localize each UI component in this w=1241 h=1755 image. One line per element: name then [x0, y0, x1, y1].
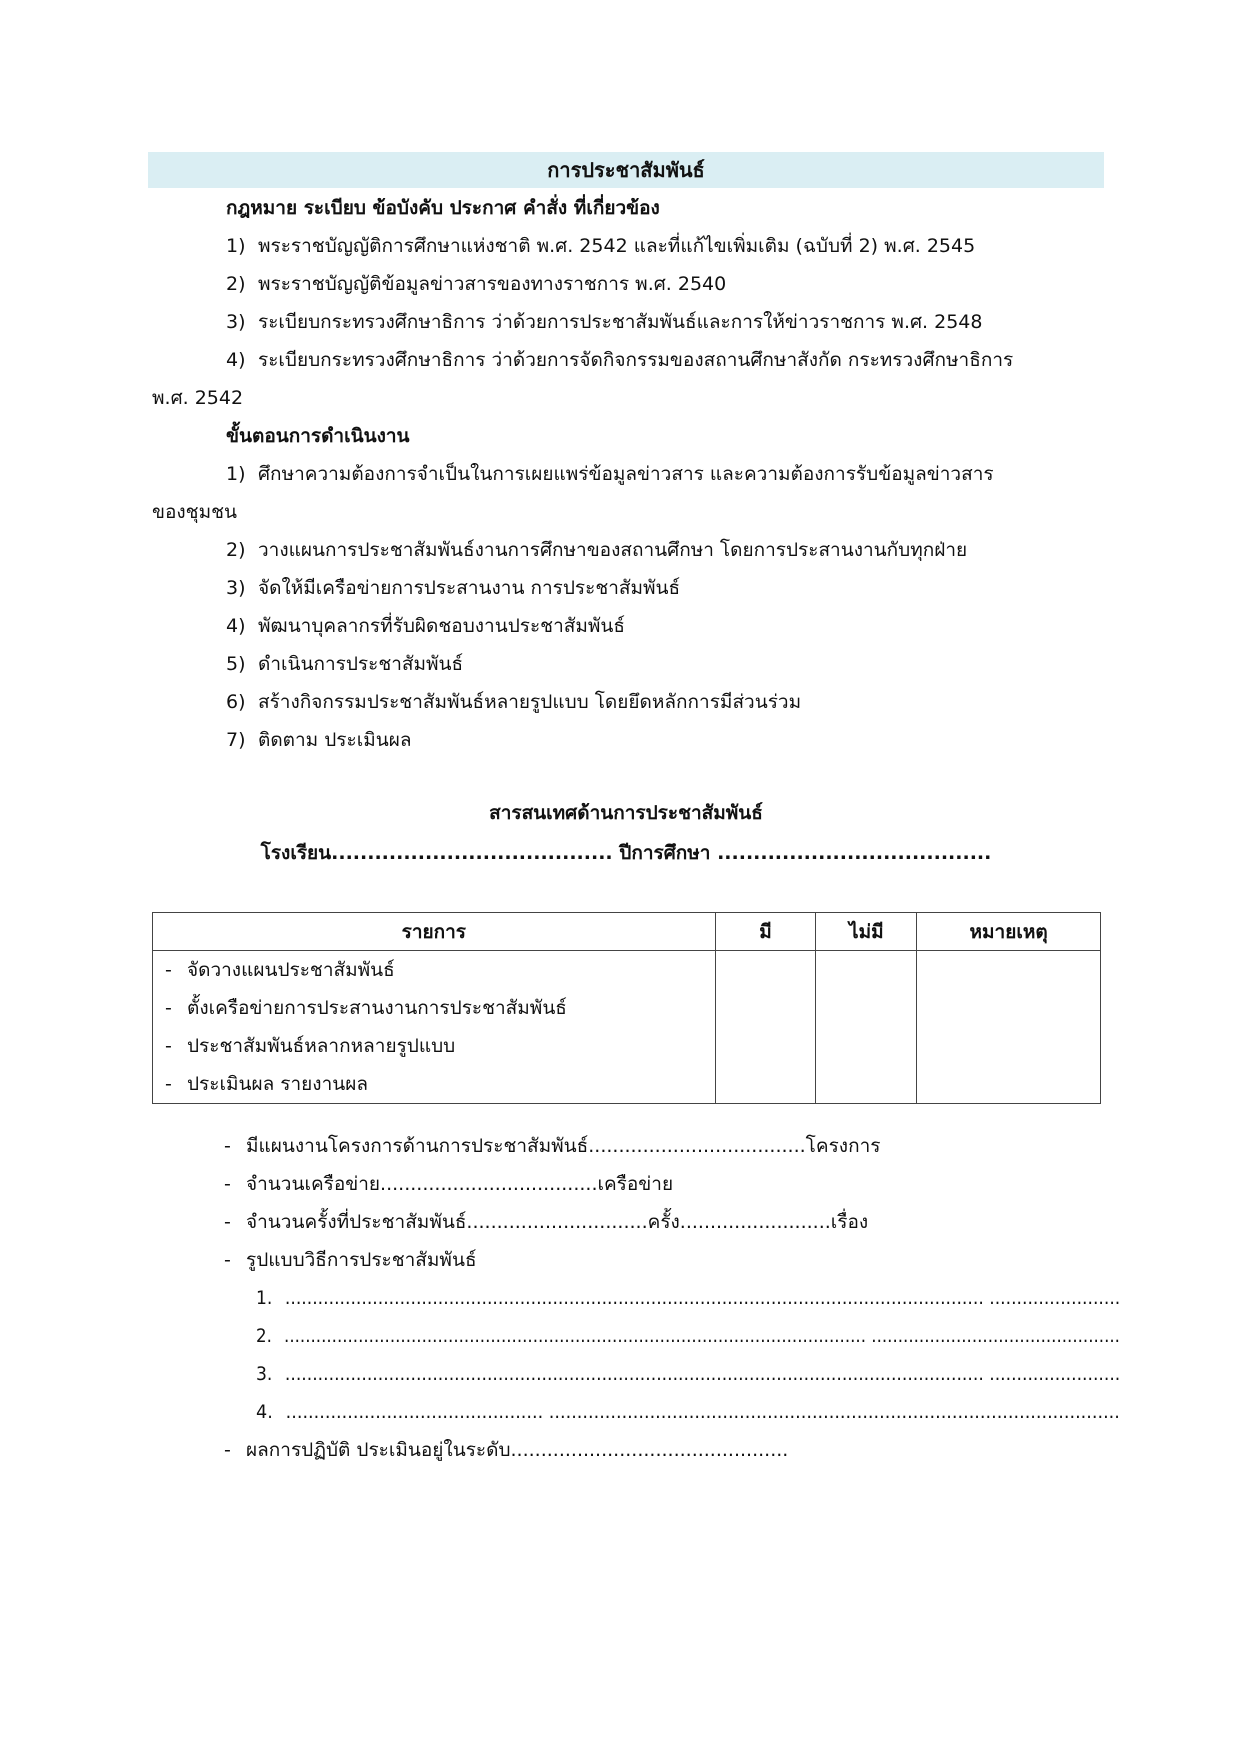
bullet: - [224, 1249, 231, 1271]
result-text: ผลการปฏิบัติ ประเมินอยู่ในระดับ.............................................. [246, 1439, 789, 1461]
bullet: - [224, 1439, 231, 1461]
law-item [226, 347, 1013, 373]
method-number: 2. [256, 1325, 272, 1347]
law-text: ระเบียบกระทรวงศึกษาธิการ ว่าด้วยการประชาสัมพันธ์และการให้ข่าวราชการ พ.ศ. 2548 [258, 311, 983, 333]
law-text: พระราชบัญญัติการศึกษาแห่งชาติ พ.ศ. 2542 และที่แก้ไขเพิ่มเติม (ฉบับที่ 2) พ.ศ. 2545 [258, 235, 976, 257]
method-item [256, 1399, 1120, 1425]
not-have-cell[interactable] [816, 951, 917, 1104]
info-title: สารสนเทศด้านการประชาสัมพันธ์ [489, 802, 763, 824]
item-text: ตั้งเครือข่ายการประสานงานการประชาสัมพันธ์ [187, 997, 567, 1019]
method-item [256, 1285, 1120, 1311]
step-item [226, 613, 625, 639]
step-text: พัฒนาบุคลากรที่รับผิดชอบงานประชาสัมพันธ์ [258, 615, 625, 637]
list-item [153, 1065, 715, 1103]
section-title: การประชาสัมพันธ์ [148, 152, 1104, 188]
detail-item [224, 1247, 477, 1273]
laws-heading: กฎหมาย ระเบียบ ข้อบังคับ ประกาศ คำสั่ง ที่เกี่ยวข้อง [226, 197, 660, 219]
have-cell[interactable] [715, 951, 816, 1104]
step-item [226, 461, 994, 487]
step-text: จัดให้มีเครือข่ายการประสานงาน การประชาสัมพันธ์ [258, 577, 681, 599]
step-text: ดำเนินการประชาสัมพันธ์ [258, 653, 464, 675]
bullet: - [165, 1035, 172, 1057]
bullet: - [165, 997, 172, 1019]
law-number: 2) [226, 273, 246, 295]
method-blank[interactable]: ................................................................................................................................ ........................ [284, 1287, 1121, 1309]
step-item [226, 575, 680, 601]
method-number: 4. [256, 1401, 273, 1423]
method-blank[interactable]: .............................................. ...................................................................................................... [285, 1401, 1120, 1423]
step-text-continuation: ของชุมชน [152, 501, 237, 523]
step-item [226, 689, 801, 715]
method-item [256, 1361, 1120, 1387]
steps-heading: ขั้นตอนการดำเนินงาน [226, 425, 410, 447]
step-number: 3) [226, 577, 246, 599]
detail-text: รูปแบบวิธีการประชาสัมพันธ์ [246, 1249, 477, 1271]
law-item [226, 309, 983, 335]
item-text: ประชาสัมพันธ์หลากหลายรูปแบบ [187, 1035, 456, 1057]
law-text: พระราชบัญญัติข้อมูลข่าวสารของทางราชการ พ.ศ. 2540 [258, 273, 727, 295]
step-number: 6) [226, 691, 246, 713]
detail-text: จำนวนเครือข่าย....................................เครือข่าย [246, 1173, 674, 1195]
step-item [226, 537, 967, 563]
bullet: - [165, 959, 172, 981]
header-not-have: ไม่มี [816, 913, 917, 951]
law-text: ระเบียบกระทรวงศึกษาธิการ ว่าด้วยการจัดกิจกรรมของสถานศึกษาสังกัด กระทรวงศึกษาธิการ [258, 349, 1014, 371]
item-text: จัดวางแผนประชาสัมพันธ์ [187, 959, 395, 981]
step-text: ศึกษาความต้องการจำเป็นในการเผยแพร่ข้อมูลข่าวสาร และความต้องการรับข้อมูลข่าวสาร [258, 463, 994, 485]
law-number: 4) [226, 349, 246, 371]
header-remark: หมายเหตุ [917, 913, 1101, 951]
step-number: 1) [226, 463, 246, 485]
table-header-row [153, 913, 1101, 951]
detail-text: มีแผนงานโครงการด้านการประชาสัมพันธ์....................................โครงการ [246, 1135, 881, 1157]
method-number: 3. [256, 1363, 273, 1385]
header-have: มี [715, 913, 816, 951]
law-number: 1) [226, 235, 246, 257]
list-item [153, 951, 715, 989]
remark-cell[interactable] [917, 951, 1101, 1104]
item-text: ประเมินผล รายงานผล [187, 1073, 369, 1095]
law-number: 3) [226, 311, 246, 333]
method-number: 1. [256, 1287, 273, 1309]
header-item: รายการ [153, 913, 716, 951]
detail-text: จำนวนครั้งที่ประชาสัมพันธ์..............................ครั้ง.........................เรื่อง [246, 1211, 869, 1233]
step-number: 5) [226, 653, 246, 675]
bullet: - [224, 1135, 231, 1157]
step-number: 7) [226, 729, 246, 751]
table-row [153, 951, 1101, 1104]
bullet: - [224, 1173, 231, 1195]
detail-item [224, 1171, 673, 1197]
method-item [256, 1323, 1120, 1349]
step-item [226, 727, 412, 753]
step-item [226, 651, 463, 677]
step-text: สร้างกิจกรรมประชาสัมพันธ์หลายรูปแบบ โดยยึดหลักการมีส่วนร่วม [258, 691, 802, 713]
law-item [226, 233, 975, 259]
law-item [226, 271, 726, 297]
list-item [153, 1027, 715, 1065]
step-text: วางแผนการประชาสัมพันธ์งานการศึกษาของสถานศึกษา โดยการประสานงานกับทุกฝ่าย [258, 539, 968, 561]
step-text: ติดตาม ประเมินผล [258, 729, 412, 751]
step-number: 4) [226, 615, 246, 637]
school-year-line: โรงเรียน....................................... ปีการศึกษา ...................................... [260, 842, 992, 864]
step-number: 2) [226, 539, 246, 561]
method-blank[interactable]: ................................................................................................................................ ........................ [284, 1363, 1121, 1385]
result-item [224, 1437, 788, 1463]
status-table [152, 912, 1101, 1104]
law-text-continuation: พ.ศ. 2542 [152, 387, 244, 409]
items-cell [153, 951, 716, 1104]
bullet: - [224, 1211, 231, 1233]
method-blank[interactable]: .............................................................................................................. ............................................... [284, 1325, 1120, 1347]
bullet: - [165, 1073, 172, 1095]
list-item [153, 989, 715, 1027]
detail-item [224, 1133, 880, 1159]
detail-item [224, 1209, 868, 1235]
